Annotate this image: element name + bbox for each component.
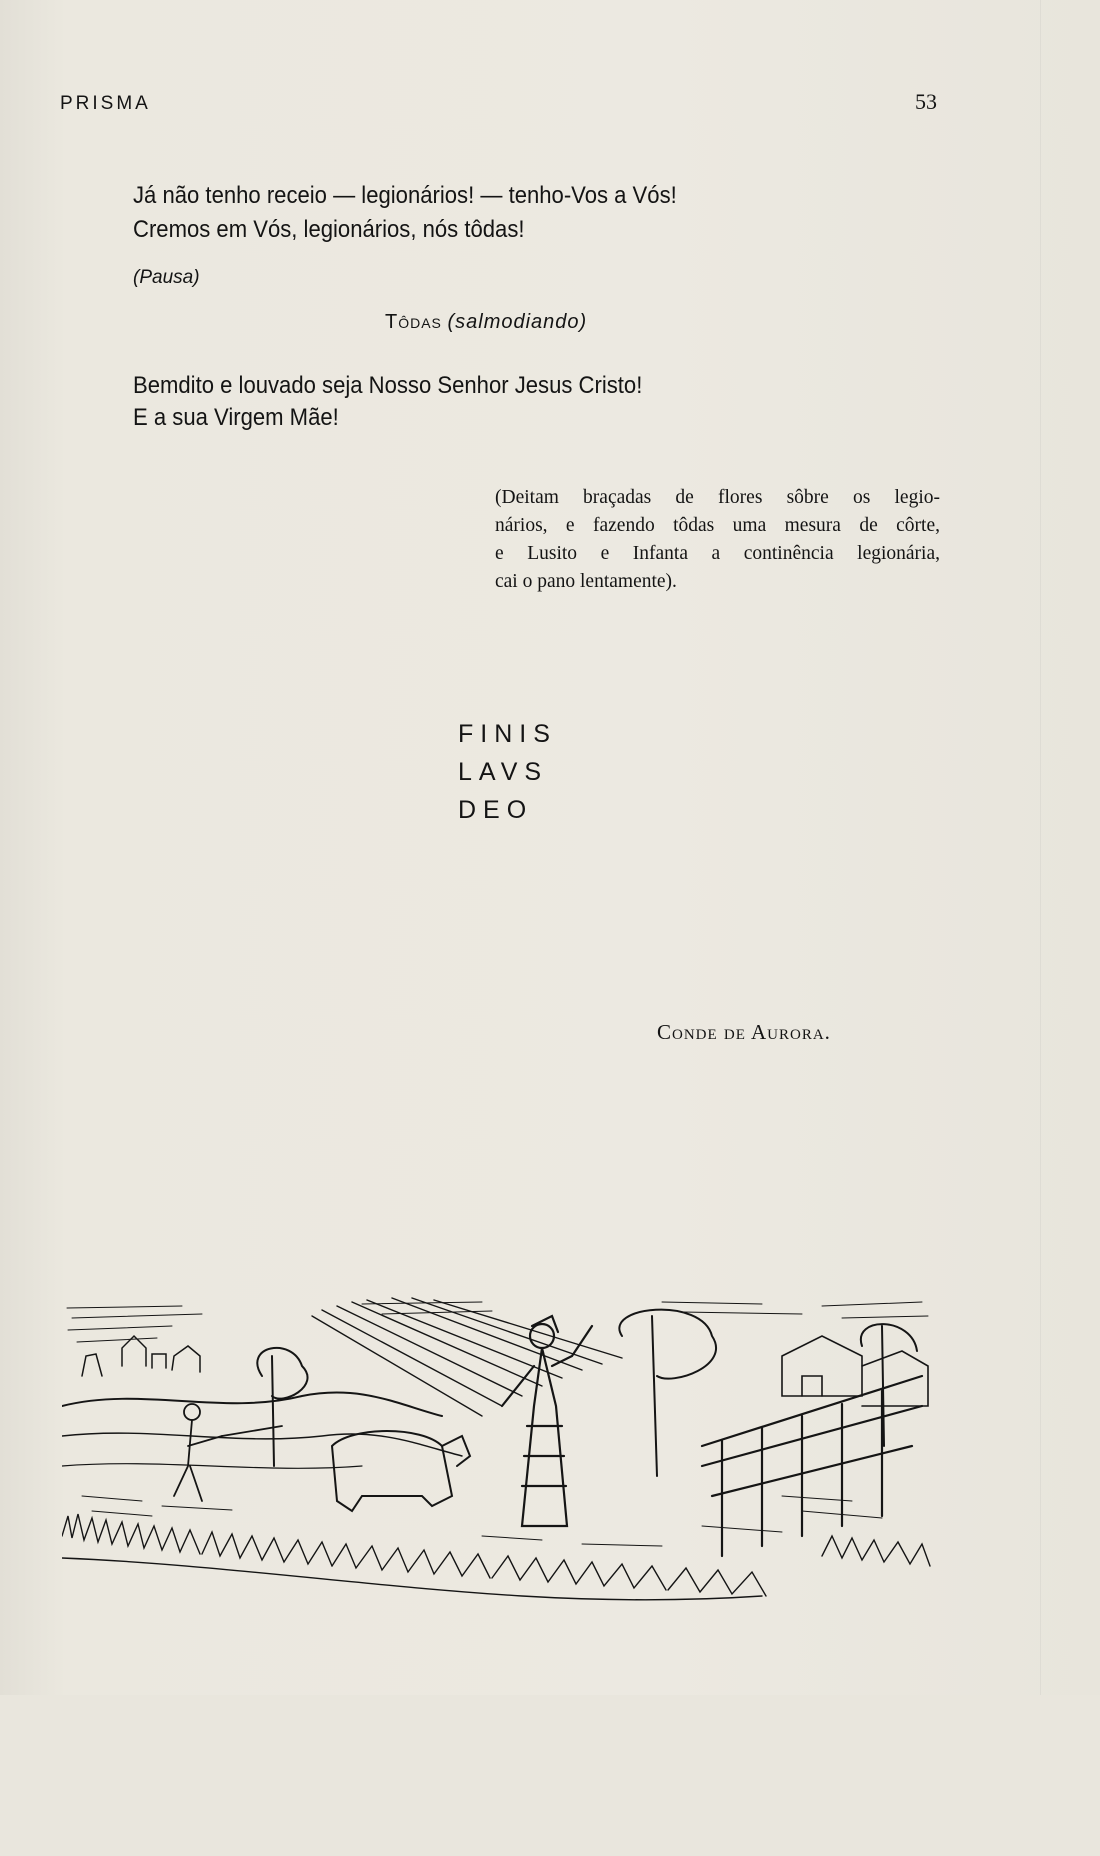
author-signature: Conde de Aurora. bbox=[657, 1020, 831, 1044]
finis-line-3: DEO bbox=[458, 796, 534, 824]
stage-direction-pause: (Pausa) bbox=[133, 267, 200, 288]
finis-line-2: LAVS bbox=[458, 758, 549, 786]
finis-line-1: FINIS bbox=[458, 720, 557, 748]
finis-colophon bbox=[458, 715, 557, 829]
rubric-line-3: e Lusito e Infanta a continência legionária, bbox=[495, 543, 940, 564]
rubric-line-2: nários, e fazendo tôdas uma mesura de côrte, bbox=[495, 515, 940, 536]
verse-line-3: Bemdito e louvado seja Nosso Senhor Jesus Cristo! bbox=[133, 372, 643, 399]
running-header-title: PRISMA bbox=[60, 93, 151, 114]
speaker-manner: (salmodiando) bbox=[447, 311, 588, 333]
pastoral-landscape-icon bbox=[62, 1296, 934, 1856]
verse-line-4: E a sua Virgem Mãe! bbox=[133, 404, 339, 431]
rubric-line-1: (Deitam braçadas de flores sôbre os legio- bbox=[495, 487, 940, 508]
speaker-heading bbox=[385, 311, 587, 334]
verse-line-2: Cremos em Vós, legionários, nós tôdas! bbox=[133, 216, 525, 243]
speaker-name: Tôdas bbox=[385, 311, 442, 333]
closing-stage-direction bbox=[495, 484, 940, 596]
rubric-line-4: cai o pano lentamente). bbox=[495, 571, 677, 592]
page-number: 53 bbox=[915, 89, 937, 114]
verse-line-1: Já não tenho receio — legionários! — tenho-Vos a Vós! bbox=[133, 182, 677, 209]
page-edge-shadow bbox=[1040, 0, 1041, 1695]
